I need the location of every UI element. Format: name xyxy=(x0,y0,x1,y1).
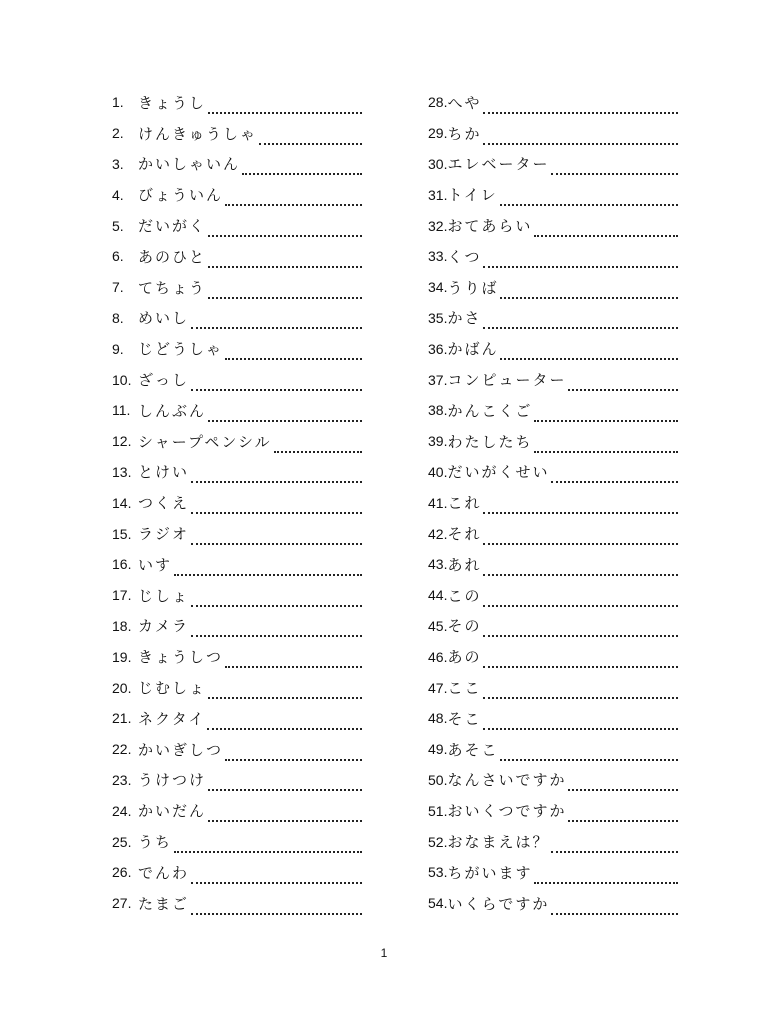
item-number: 29. xyxy=(428,125,448,142)
answer-line[interactable] xyxy=(500,343,678,360)
answer-line[interactable] xyxy=(191,620,362,637)
left-column xyxy=(112,87,362,919)
item-number: 2. xyxy=(112,125,124,142)
answer-line[interactable] xyxy=(208,405,362,422)
answer-line[interactable] xyxy=(568,774,678,791)
vocab-item xyxy=(428,426,678,457)
vocab-item xyxy=(428,87,678,118)
answer-line[interactable] xyxy=(208,682,362,699)
vocab-word: くつ xyxy=(447,247,482,266)
vocab-item xyxy=(112,795,362,826)
vocab-word: だいがく xyxy=(138,217,207,236)
vocab-item xyxy=(112,241,362,272)
item-number: 45. xyxy=(428,617,448,634)
vocab-item xyxy=(112,118,362,149)
answer-line[interactable] xyxy=(500,744,678,761)
answer-line[interactable] xyxy=(500,282,678,299)
vocab-word: ざっし xyxy=(138,371,190,390)
vocab-word: ちか xyxy=(447,124,482,143)
item-number: 42. xyxy=(428,525,448,542)
item-number: 23. xyxy=(112,771,132,788)
answer-line[interactable] xyxy=(208,805,362,822)
vocab-word: かんこくご xyxy=(447,401,533,420)
vocab-word: きょうし xyxy=(138,93,207,112)
vocab-item xyxy=(112,857,362,888)
item-number: 32. xyxy=(428,217,448,234)
item-number: 16. xyxy=(112,556,132,573)
vocab-item xyxy=(428,672,678,703)
vocab-item xyxy=(428,580,678,611)
vocab-word: じどうしゃ xyxy=(138,340,224,359)
item-number: 8. xyxy=(112,309,124,326)
vocab-item xyxy=(112,426,362,457)
item-number: 43. xyxy=(428,556,448,573)
vocab-item xyxy=(428,549,678,580)
vocab-item xyxy=(112,611,362,642)
item-number: 48. xyxy=(428,710,448,727)
item-number: 18. xyxy=(112,617,132,634)
vocab-word: あの xyxy=(447,648,482,667)
answer-line[interactable] xyxy=(208,282,362,299)
vocab-item xyxy=(428,826,678,857)
vocab-word: かいだん xyxy=(138,802,207,821)
vocab-item xyxy=(112,272,362,303)
answer-line[interactable] xyxy=(483,590,678,607)
item-number: 17. xyxy=(112,587,132,604)
answer-line[interactable] xyxy=(191,898,362,915)
item-number: 44. xyxy=(428,587,448,604)
vocab-item xyxy=(112,364,362,395)
answer-line[interactable] xyxy=(534,436,678,453)
vocab-item xyxy=(428,795,678,826)
vocab-word: とけい xyxy=(138,463,190,482)
answer-line[interactable] xyxy=(208,251,362,268)
vocab-word: たまご xyxy=(138,894,190,913)
answer-line[interactable] xyxy=(534,405,678,422)
item-number: 35. xyxy=(428,309,448,326)
vocab-word: その xyxy=(447,617,482,636)
vocab-item xyxy=(112,487,362,518)
item-number: 24. xyxy=(112,802,132,819)
answer-line[interactable] xyxy=(483,312,678,329)
vocab-word: なんさいですか xyxy=(447,771,567,790)
item-number: 37. xyxy=(428,371,448,388)
answer-line[interactable] xyxy=(483,128,678,145)
vocab-item xyxy=(112,826,362,857)
answer-line[interactable] xyxy=(483,620,678,637)
answer-line[interactable] xyxy=(225,189,362,206)
item-number: 22. xyxy=(112,741,132,758)
item-number: 54. xyxy=(428,895,448,912)
answer-line[interactable] xyxy=(483,97,678,114)
vocab-item xyxy=(112,333,362,364)
vocab-word: うけつけ xyxy=(138,771,207,790)
item-number: 34. xyxy=(428,279,448,296)
item-number: 28. xyxy=(428,94,448,111)
answer-line[interactable] xyxy=(534,220,678,237)
vocab-word: おいくつですか xyxy=(447,802,567,821)
item-number: 51. xyxy=(428,802,448,819)
item-number: 21. xyxy=(112,710,132,727)
vocab-word: じしょ xyxy=(138,586,190,605)
item-number: 25. xyxy=(112,833,132,850)
vocab-word: いす xyxy=(138,555,173,574)
answer-line[interactable] xyxy=(191,374,362,391)
item-number: 47. xyxy=(428,679,448,696)
vocab-word: でんわ xyxy=(138,863,190,882)
vocab-word: エレベーター xyxy=(447,155,550,174)
vocab-item xyxy=(112,549,362,580)
vocab-word: そこ xyxy=(447,709,482,728)
answer-line[interactable] xyxy=(483,251,678,268)
item-number: 6. xyxy=(112,248,124,265)
vocab-word: へや xyxy=(447,93,482,112)
answer-line[interactable] xyxy=(225,744,362,761)
vocab-item xyxy=(428,641,678,672)
answer-line[interactable] xyxy=(551,898,678,915)
vocab-word: おなまえは？ xyxy=(447,833,550,852)
item-number: 50. xyxy=(428,771,448,788)
item-number: 36. xyxy=(428,340,448,357)
answer-line[interactable] xyxy=(551,466,678,483)
answer-line[interactable] xyxy=(483,651,678,668)
vocab-item xyxy=(428,149,678,180)
vocab-word: だいがくせい xyxy=(447,463,550,482)
vocab-item xyxy=(428,241,678,272)
item-number: 41. xyxy=(428,494,448,511)
vocab-item xyxy=(428,457,678,488)
vocab-item xyxy=(428,734,678,765)
vocab-item xyxy=(428,888,678,919)
vocab-item xyxy=(112,303,362,334)
vocab-item xyxy=(112,210,362,241)
vocab-word: それ xyxy=(447,525,482,544)
answer-line[interactable] xyxy=(208,220,362,237)
vocab-word: しんぶん xyxy=(138,401,207,420)
answer-line[interactable] xyxy=(225,651,362,668)
vocab-item xyxy=(112,888,362,919)
vocab-word: けんきゅうしゃ xyxy=(138,124,258,143)
answer-line[interactable] xyxy=(483,559,678,576)
vocab-word: かばん xyxy=(447,340,499,359)
vocab-word: ここ xyxy=(447,679,482,698)
item-number: 15. xyxy=(112,525,132,542)
answer-line[interactable] xyxy=(191,312,362,329)
vocab-item xyxy=(428,611,678,642)
answer-line[interactable] xyxy=(191,466,362,483)
vocab-item xyxy=(428,179,678,210)
item-number: 30. xyxy=(428,155,448,172)
item-number: 13. xyxy=(112,463,132,480)
answer-line[interactable] xyxy=(568,374,678,391)
item-number: 10. xyxy=(112,371,132,388)
answer-line[interactable] xyxy=(551,158,678,175)
vocab-item xyxy=(428,364,678,395)
item-number: 40. xyxy=(428,463,448,480)
item-number: 11. xyxy=(112,402,131,419)
answer-line[interactable] xyxy=(483,713,678,730)
vocab-word: あれ xyxy=(447,555,482,574)
vocab-word: シャープペンシル xyxy=(138,432,272,451)
vocab-item xyxy=(112,703,362,734)
vocab-item xyxy=(112,457,362,488)
vocab-item xyxy=(112,518,362,549)
vocab-item xyxy=(428,703,678,734)
page-number: 1 xyxy=(380,946,388,960)
vocab-word: これ xyxy=(447,494,482,513)
item-number: 39. xyxy=(428,433,448,450)
item-number: 31. xyxy=(428,186,448,203)
item-number: 12. xyxy=(112,433,132,450)
vocab-item xyxy=(428,487,678,518)
vocab-word: この xyxy=(447,586,482,605)
vocab-item xyxy=(112,149,362,180)
item-number: 9. xyxy=(112,340,124,357)
item-number: 27. xyxy=(112,895,132,912)
item-number: 38. xyxy=(428,402,448,419)
item-number: 33. xyxy=(428,248,448,265)
vocab-word: ネクタイ xyxy=(138,709,206,728)
answer-line[interactable] xyxy=(174,836,362,853)
vocab-item xyxy=(112,765,362,796)
answer-line[interactable] xyxy=(207,713,362,730)
vocab-word: あのひと xyxy=(138,247,207,266)
vocab-item xyxy=(428,272,678,303)
vocab-item xyxy=(428,765,678,796)
vocab-item xyxy=(428,210,678,241)
item-number: 7. xyxy=(112,279,124,296)
vocab-word: おてあらい xyxy=(447,217,533,236)
answer-line[interactable] xyxy=(225,343,362,360)
vocab-word: わたしたち xyxy=(447,432,533,451)
vocab-word: つくえ xyxy=(138,494,190,513)
item-number: 14. xyxy=(112,494,132,511)
vocab-word: かいしゃいん xyxy=(138,155,241,174)
vocab-word: トイレ xyxy=(447,186,498,205)
vocab-item xyxy=(112,179,362,210)
vocab-item xyxy=(428,518,678,549)
vocab-item xyxy=(112,734,362,765)
answer-line[interactable] xyxy=(191,867,362,884)
vocab-word: うりば xyxy=(447,278,499,297)
vocab-item xyxy=(428,857,678,888)
vocab-word: ラジオ xyxy=(138,525,190,544)
answer-line[interactable] xyxy=(568,805,678,822)
vocab-word: きょうしつ xyxy=(138,648,224,667)
vocab-item xyxy=(428,303,678,334)
vocab-word: いくらですか xyxy=(447,894,550,913)
vocab-word: てちょう xyxy=(138,278,207,297)
answer-line[interactable] xyxy=(483,682,678,699)
item-number: 3. xyxy=(112,155,124,172)
vocab-word: じむしょ xyxy=(138,679,207,698)
item-number: 52. xyxy=(428,833,448,850)
answer-line[interactable] xyxy=(274,436,362,453)
answer-line[interactable] xyxy=(242,158,362,175)
answer-line[interactable] xyxy=(534,867,678,884)
vocab-word: かさ xyxy=(447,309,482,328)
answer-line[interactable] xyxy=(191,497,362,514)
vocab-word: びょういん xyxy=(138,186,224,205)
answer-line[interactable] xyxy=(259,128,362,145)
answer-line[interactable] xyxy=(191,528,362,545)
answer-line[interactable] xyxy=(483,528,678,545)
item-number: 4. xyxy=(112,186,124,203)
item-number: 20. xyxy=(112,679,132,696)
answer-line[interactable] xyxy=(208,97,362,114)
vocab-item xyxy=(428,395,678,426)
vocab-word: めいし xyxy=(138,309,190,328)
vocab-word: うち xyxy=(138,833,173,852)
item-number: 1. xyxy=(112,94,124,111)
vocab-word: かいぎしつ xyxy=(138,740,224,759)
item-number: 49. xyxy=(428,741,448,758)
item-number: 26. xyxy=(112,864,132,881)
vocab-word: ちがいます xyxy=(447,863,533,882)
vocab-item xyxy=(112,641,362,672)
answer-line[interactable] xyxy=(500,189,678,206)
vocab-item xyxy=(112,395,362,426)
item-number: 53. xyxy=(428,864,448,881)
item-number: 5. xyxy=(112,217,124,234)
answer-line[interactable] xyxy=(551,836,678,853)
answer-line[interactable] xyxy=(174,559,362,576)
answer-line[interactable] xyxy=(191,590,362,607)
vocab-word: コンピューター xyxy=(447,371,567,390)
vocab-item xyxy=(112,87,362,118)
vocab-item xyxy=(112,580,362,611)
vocab-item xyxy=(428,118,678,149)
vocab-item xyxy=(112,672,362,703)
vocab-word: あそこ xyxy=(447,740,499,759)
item-number: 19. xyxy=(112,648,132,665)
right-column xyxy=(428,87,678,919)
answer-line[interactable] xyxy=(483,497,678,514)
vocab-item xyxy=(428,333,678,364)
item-number: 46. xyxy=(428,648,448,665)
answer-line[interactable] xyxy=(208,774,362,791)
vocab-word: カメラ xyxy=(138,617,190,636)
